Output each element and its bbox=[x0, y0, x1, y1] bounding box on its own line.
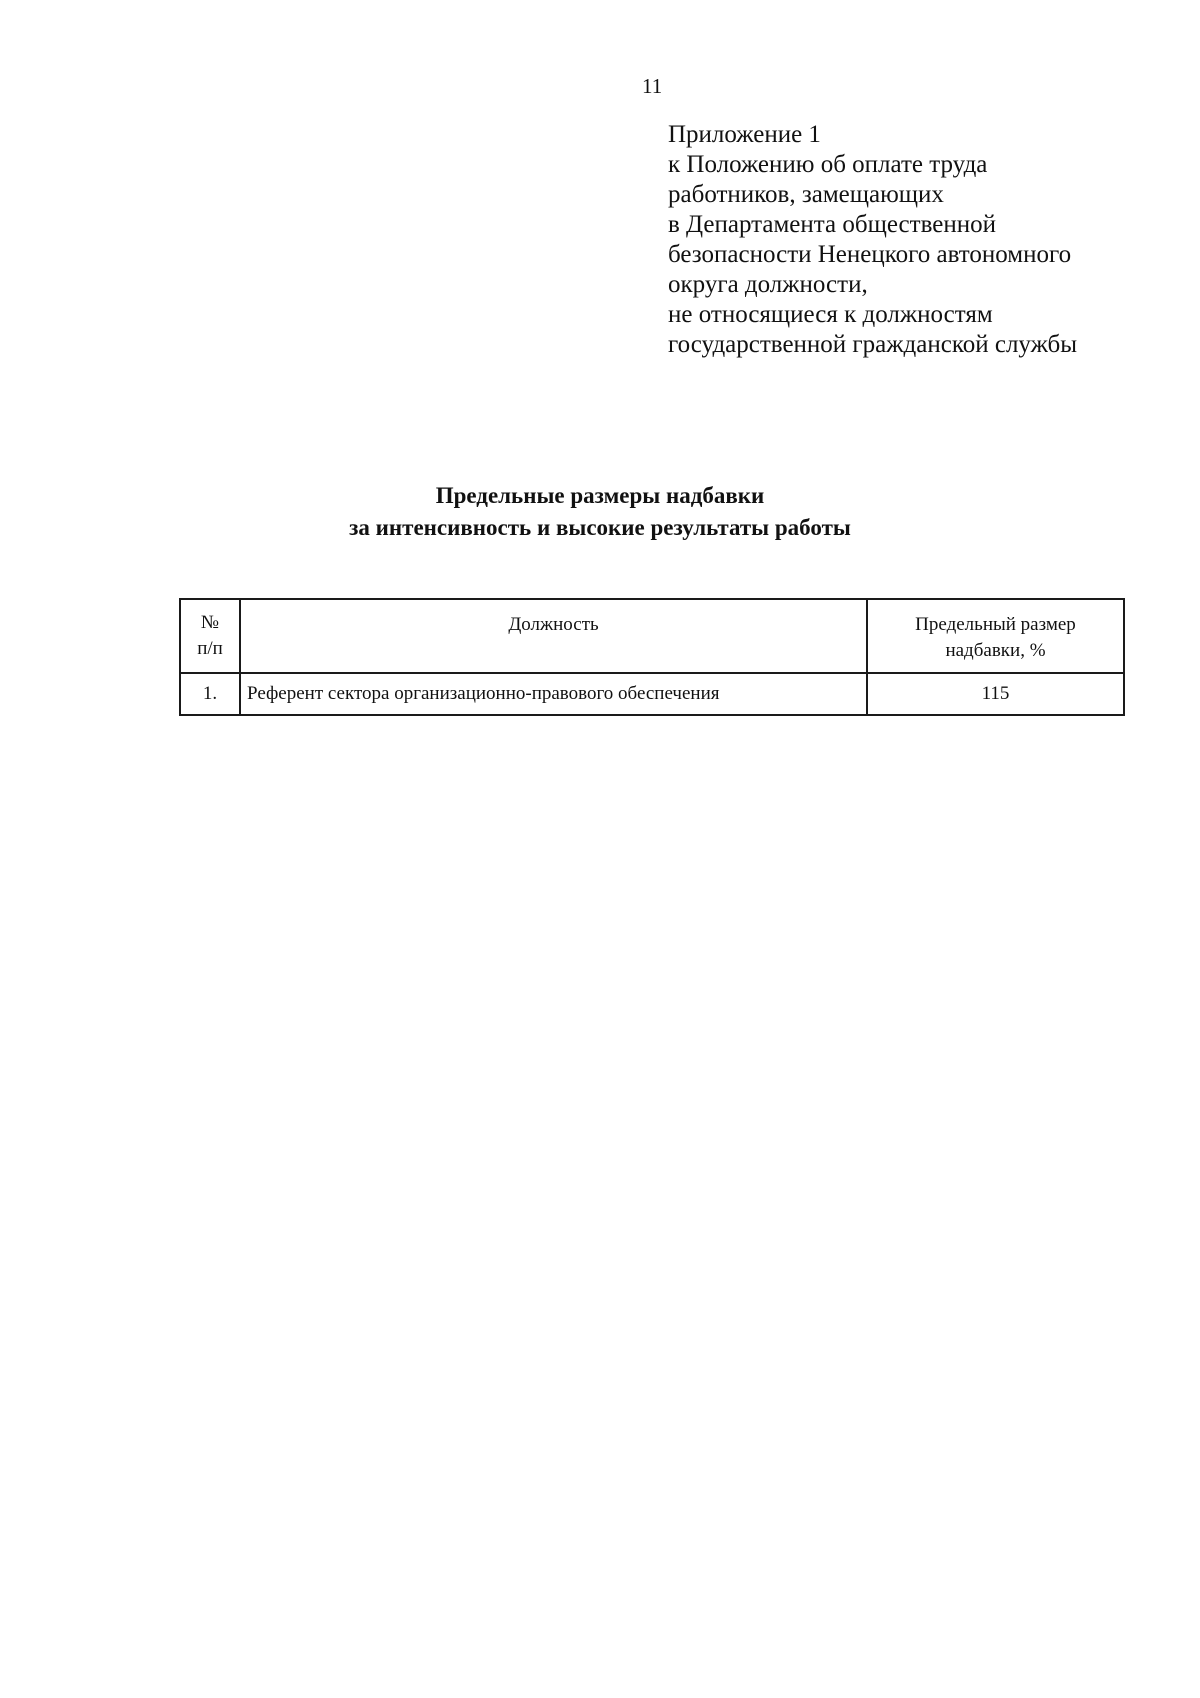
table-header-row bbox=[180, 599, 1124, 673]
header-number bbox=[180, 599, 240, 673]
appendix-caption bbox=[668, 120, 1128, 360]
appendix-line: в Департамента общественной bbox=[668, 211, 996, 238]
header-position: Должность bbox=[240, 599, 867, 673]
allowance-table bbox=[179, 598, 1125, 716]
page-number: 11 bbox=[642, 74, 663, 98]
document-title bbox=[0, 480, 1200, 544]
row-number: 1. bbox=[180, 673, 240, 715]
header-number-line-2: п/п bbox=[197, 638, 223, 659]
title-line-1: Предельные размеры надбавки bbox=[435, 483, 765, 508]
appendix-line: к Положению об оплате труда bbox=[668, 151, 988, 178]
appendix-line: работников, замещающих bbox=[668, 181, 944, 208]
header-number-line-1: № bbox=[200, 612, 220, 633]
header-limit-line-2: надбавки, % bbox=[945, 640, 1046, 661]
appendix-line: не относящиеся к должностям bbox=[668, 301, 993, 328]
header-limit bbox=[867, 599, 1124, 673]
appendix-line: безопасности Ненецкого автономного bbox=[668, 241, 1072, 268]
appendix-line: Приложение 1 bbox=[668, 121, 821, 148]
table-row bbox=[180, 673, 1124, 715]
header-limit-line-1: Предельный размер bbox=[915, 614, 1076, 635]
appendix-line: округа должности, bbox=[668, 271, 868, 298]
row-limit: 115 bbox=[867, 673, 1124, 715]
title-line-2: за интенсивность и высокие результаты работы bbox=[349, 515, 851, 540]
row-position: Референт сектора организационно-правового обеспечения bbox=[240, 673, 867, 715]
appendix-line: государственной гражданской службы bbox=[668, 331, 1078, 358]
